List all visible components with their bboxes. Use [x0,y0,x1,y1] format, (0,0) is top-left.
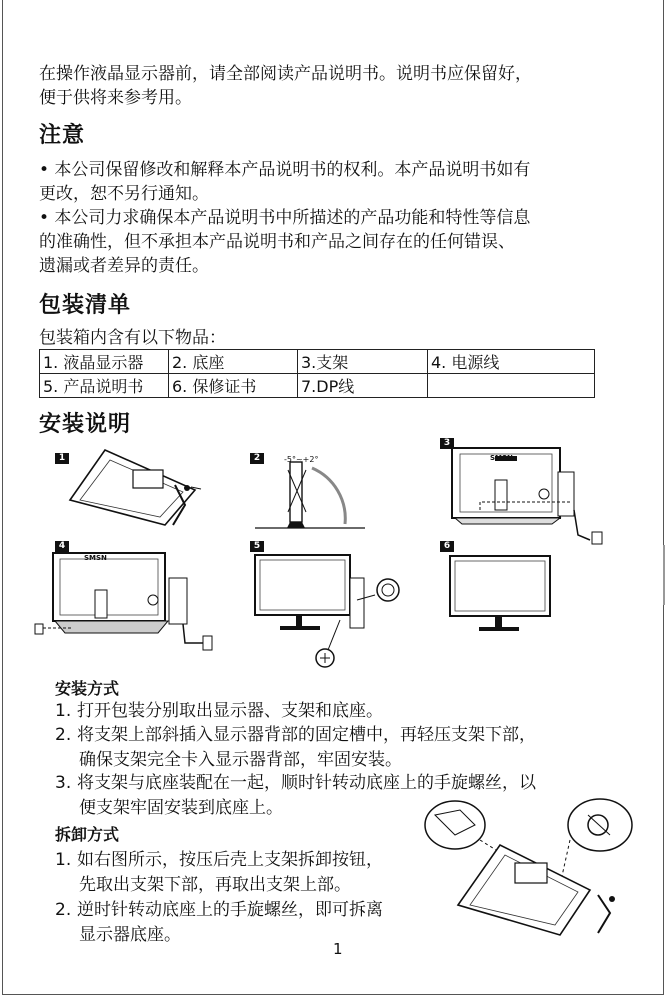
table-cell: 2. 底座 [169,350,298,374]
table-cell: 5. 产品说明书 [40,374,169,398]
table-cell: 3.支架 [298,350,428,374]
list-number: 1. [55,850,72,870]
notice-bullet-1-line-2: 更改，恕不另行通知。 [39,184,209,204]
step-badge-2: 2 [250,453,264,464]
list-number: 1. [55,701,72,721]
intro-line-2: 便于供将来参考用。 [39,88,192,108]
packing-table [39,349,595,398]
list-text: 将支架上部斜插入显示器背部的固定槽中，再轻压支架下部， [77,725,536,745]
brand-logo-4: SMSN [84,554,107,562]
list-text-continued: 便支架牢固安装到底座上。 [79,798,283,818]
list-number: 2. [55,900,72,920]
notice-bullet-2-line-1: • 本公司力求确保本产品说明书中所描述的产品功能和特性等信息 [39,208,531,228]
figure-step-6 [445,553,555,633]
step-badge-3: 3 [440,438,454,449]
table-row [40,374,595,398]
packing-intro: 包装箱内含有以下物品： [39,328,226,348]
list-text: 逆时针转动底座上的手旋螺丝，即可拆离 [77,900,383,920]
table-row [40,350,595,374]
list-text: 如右图所示，按压后壳上支架拆卸按钮， [77,850,383,870]
step-badge-5: 5 [250,541,264,552]
step-badge-4: 4 [55,541,69,552]
list-number: 3. [55,773,72,793]
list-text: 将支架与底座装配在一起，顺时针转动底座上的手旋螺丝，以 [77,773,536,793]
step-badge-6: 6 [440,541,454,552]
notice-bullet-2-line-3: 遗漏或者差异的责任。 [39,256,209,276]
install-heading: 安装说明 [39,412,132,437]
tilt-angle-label: -5°~+2° [284,455,319,464]
packing-heading: 包装清单 [39,293,132,318]
intro-line-1: 在操作液晶显示器前，请全部阅读产品说明书。说明书应保留好， [39,64,532,84]
list-text-continued: 确保支架完全卡入显示器背部，牢固安装。 [79,750,402,770]
figure-step-4 [33,548,218,658]
table-cell: 6. 保修证书 [169,374,298,398]
figure-step-1 [55,445,205,535]
page-number: 1 [333,940,343,958]
brand-logo-3: SMSN [490,454,513,462]
table-cell: 7.DP线 [298,374,428,398]
list-number: 2. [55,725,72,745]
list-text-continued: 先取出支架下部，再取出支架上部。 [79,875,351,895]
table-cell [428,374,595,398]
notice-heading: 注意 [39,123,86,148]
install-step-1 [55,699,383,724]
removal-method-heading: 拆卸方式 [55,825,120,844]
figure-step-3 [440,440,610,555]
table-cell: 4. 电源线 [428,350,595,374]
figure-removal [420,795,645,945]
figure-step-5 [250,550,410,675]
step-badge-1: 1 [55,453,69,464]
notice-bullet-2-line-2: 的准确性，但不承担本产品说明书和产品之间存在的任何错误、 [39,232,515,252]
table-cell: 1. 液晶显示器 [40,350,169,374]
install-step-2 [55,723,536,773]
notice-bullet-1-line-1: • 本公司保留修改和解释本产品说明书的权利。本产品说明书如有 [39,160,531,180]
page-edge-mark [663,545,665,605]
install-method-heading: 安装方式 [55,679,120,698]
list-text-continued: 显示器底座。 [79,925,181,945]
list-text: 打开包装分别取出显示器、支架和底座。 [77,701,383,721]
removal-step-1 [55,848,383,898]
